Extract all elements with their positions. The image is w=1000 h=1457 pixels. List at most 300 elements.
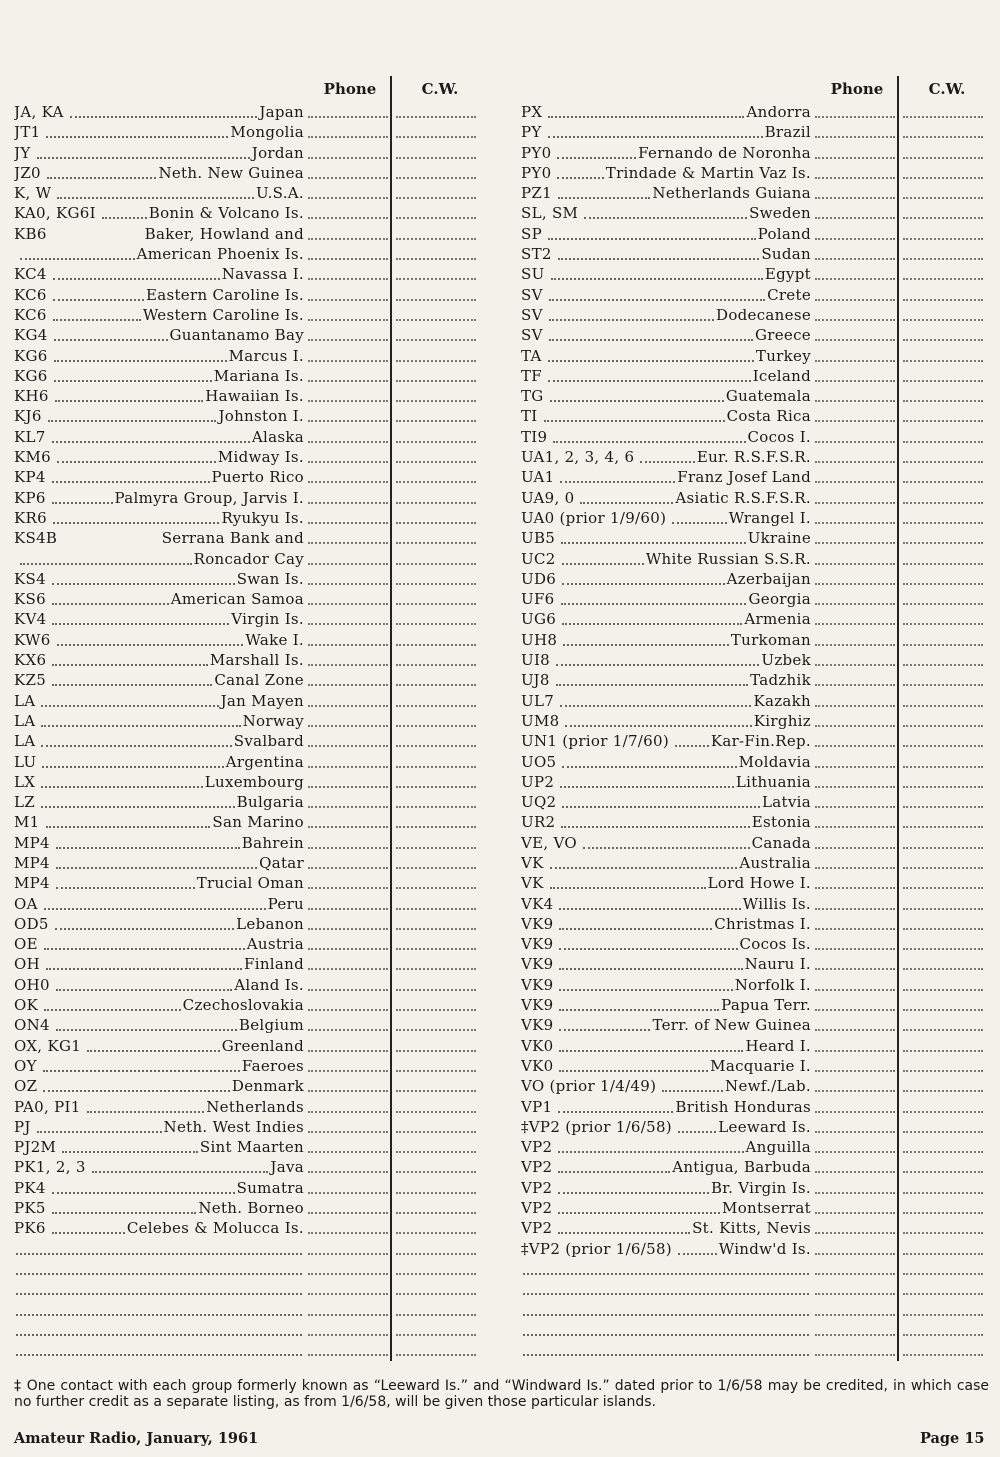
country-name: Latvia <box>762 793 811 812</box>
country-name: Virgin Is. <box>231 610 304 629</box>
country-name: Lithuania <box>735 772 811 791</box>
cw-entry-blank <box>392 1218 480 1238</box>
country-row <box>14 305 486 325</box>
country-name: Wake I. <box>245 630 304 649</box>
country-entry <box>521 833 811 853</box>
phone-entry-blank <box>811 1340 899 1360</box>
phone-entry-blank <box>304 772 392 792</box>
dot-leader <box>556 650 759 670</box>
dot-leader <box>44 934 245 954</box>
cw-entry-blank <box>392 1178 480 1198</box>
phone-entry-blank <box>304 528 392 548</box>
call-prefix: OA <box>14 894 38 913</box>
country-name: Bulgaria <box>236 793 304 812</box>
cw-entry-blank <box>392 1340 480 1360</box>
country-row <box>521 488 991 508</box>
call-prefix: OH <box>14 955 40 974</box>
country-entry <box>14 467 304 487</box>
dot-leader <box>52 488 113 508</box>
dot-leader <box>548 224 756 244</box>
phone-entry-blank <box>304 1036 392 1056</box>
call-prefix: ST2 <box>521 245 552 264</box>
country-entry <box>521 346 811 366</box>
country-row <box>521 1157 991 1177</box>
dot-leader <box>550 853 738 873</box>
country-row <box>521 143 991 163</box>
country-row <box>14 650 486 670</box>
country-row <box>14 772 486 792</box>
call-prefix: VP2 <box>521 1219 553 1238</box>
dot-leader <box>640 447 694 467</box>
country-entry <box>14 447 304 467</box>
call-prefix: OE <box>14 935 38 954</box>
cw-entry-blank <box>899 670 987 690</box>
country-name: Anguilla <box>745 1138 811 1157</box>
dot-leader <box>57 183 254 203</box>
country-name: Turkey <box>755 346 811 365</box>
country-name: Bonin & Volcano Is. <box>148 204 304 223</box>
phone-entry-blank <box>304 488 392 508</box>
cw-entry-blank <box>899 1198 987 1218</box>
cw-entry-blank <box>899 325 987 345</box>
call-prefix: PJ <box>14 1117 31 1136</box>
country-entry <box>14 285 304 305</box>
country-row <box>521 1056 991 1076</box>
country-entry <box>521 143 811 163</box>
country-entry <box>521 934 811 954</box>
country-name: Marshall Is. <box>209 651 304 670</box>
cw-entry-blank <box>899 975 987 995</box>
call-prefix: LA <box>14 732 36 751</box>
country-row <box>521 183 991 203</box>
country-row <box>14 203 486 223</box>
country-row <box>14 1076 486 1096</box>
country-name: Netherlands <box>206 1097 304 1116</box>
phone-entry-blank <box>811 1259 899 1279</box>
cw-entry-blank <box>899 244 987 264</box>
call-prefix: VK0 <box>521 1036 554 1055</box>
phone-entry-blank <box>304 833 392 853</box>
call-prefix: VP2 <box>521 1158 553 1177</box>
dot-leader <box>57 630 244 650</box>
country-row <box>14 1137 486 1157</box>
call-prefix: KC6 <box>14 285 47 304</box>
dot-leader <box>87 1097 205 1117</box>
call-prefix: JT1 <box>14 123 41 142</box>
dot-leader <box>562 549 644 569</box>
country-row <box>521 731 991 751</box>
cw-entry-blank <box>899 894 987 914</box>
country-entry <box>14 914 304 934</box>
cw-entry-blank <box>392 163 480 183</box>
cw-entry-blank <box>899 1178 987 1198</box>
country-row <box>521 954 991 974</box>
call-prefix: VP2 <box>521 1138 553 1157</box>
country-entry <box>521 447 811 467</box>
call-prefix: UF6 <box>521 590 555 609</box>
right-column <box>521 78 991 1360</box>
country-name: Armenia <box>744 610 811 629</box>
phone-entry-blank <box>811 1279 899 1299</box>
phone-entry-blank <box>811 467 899 487</box>
country-row <box>521 772 991 792</box>
cw-entry-blank <box>392 1036 480 1056</box>
country-entry <box>14 1259 304 1279</box>
call-prefix: OX, KG1 <box>14 1036 82 1055</box>
dot-leader <box>53 224 143 244</box>
country-row <box>14 406 486 426</box>
country-row <box>521 650 991 670</box>
country-entry <box>521 467 811 487</box>
country-row <box>521 406 991 426</box>
country-row <box>521 467 991 487</box>
cw-entry-blank <box>899 1056 987 1076</box>
right-column-header <box>521 78 991 102</box>
phone-entry-blank <box>811 406 899 426</box>
dot-leader <box>523 1340 809 1360</box>
phone-entry-blank <box>811 264 899 284</box>
country-entry <box>14 1117 304 1137</box>
country-name: Windw'd Is. <box>718 1239 811 1258</box>
phone-entry-blank <box>304 1076 392 1096</box>
dot-leader <box>53 264 220 284</box>
call-prefix: UR2 <box>521 813 556 832</box>
phone-entry-blank <box>304 203 392 223</box>
country-entry <box>14 346 304 366</box>
country-row <box>521 305 991 325</box>
dot-leader <box>54 325 168 345</box>
country-entry <box>521 873 811 893</box>
dot-leader <box>558 183 650 203</box>
call-prefix: KG6 <box>14 346 48 365</box>
country-entry <box>14 975 304 995</box>
cw-entry-blank <box>392 1015 480 1035</box>
country-row <box>521 691 991 711</box>
dot-leader <box>559 894 740 914</box>
country-entry <box>14 163 304 183</box>
cw-entry-blank <box>899 1076 987 1096</box>
country-row <box>14 264 486 284</box>
footer-publication: Amateur Radio, January, 1961 <box>14 1430 259 1447</box>
country-row <box>14 1157 486 1177</box>
cw-entry-blank <box>899 995 987 1015</box>
cw-entry-blank <box>392 406 480 426</box>
cw-entry-blank <box>899 467 987 487</box>
cw-entry-blank <box>899 183 987 203</box>
phone-entry-blank <box>811 1056 899 1076</box>
phone-entry-blank <box>304 1340 392 1360</box>
country-name: Qatar <box>259 853 304 872</box>
phone-entry-blank <box>304 1056 392 1076</box>
country-name: Puerto Rico <box>211 468 304 487</box>
call-prefix: KJ6 <box>14 407 42 426</box>
phone-entry-blank <box>811 670 899 690</box>
call-prefix: VK9 <box>521 996 554 1015</box>
country-name: Argentina <box>225 752 304 771</box>
call-prefix: UB5 <box>521 529 556 548</box>
dot-leader <box>54 346 227 366</box>
call-prefix: LZ <box>14 793 35 812</box>
country-row <box>521 427 991 447</box>
country-entry <box>521 691 811 711</box>
country-entry <box>521 812 811 832</box>
call-prefix: UA1 <box>521 468 555 487</box>
cw-entry-blank <box>899 1340 987 1360</box>
country-entry <box>14 873 304 893</box>
cw-entry-blank <box>899 386 987 406</box>
cw-entry-blank <box>899 163 987 183</box>
country-entry <box>14 102 304 122</box>
call-prefix: UA1, 2, 3, 4, 6 <box>521 448 635 467</box>
dot-leader <box>48 406 217 426</box>
cw-entry-blank <box>899 853 987 873</box>
call-prefix: VK9 <box>521 955 554 974</box>
call-prefix: PY <box>521 123 542 142</box>
country-row <box>14 102 486 122</box>
dot-leader <box>16 1320 302 1340</box>
country-row <box>14 975 486 995</box>
dot-leader <box>549 305 714 325</box>
country-name: Japan <box>259 103 304 121</box>
country-entry <box>521 102 811 122</box>
country-entry <box>521 1056 811 1076</box>
country-name: Tadzhik <box>750 671 811 690</box>
country-entry <box>521 589 811 609</box>
call-prefix: KR6 <box>14 508 47 527</box>
country-entry <box>521 731 811 751</box>
phone-entry-blank <box>811 386 899 406</box>
cw-entry-blank <box>392 203 480 223</box>
call-prefix: UI8 <box>521 651 551 670</box>
call-prefix: VK0 <box>521 1056 554 1075</box>
dot-leader <box>560 691 751 711</box>
country-name: Guantanamo Bay <box>169 326 304 345</box>
country-entry <box>521 711 811 731</box>
country-name: Lebanon <box>236 914 304 933</box>
country-name: Uzbek <box>761 651 811 670</box>
country-row <box>14 224 486 244</box>
country-name: Norfolk I. <box>734 975 811 994</box>
cw-entry-blank <box>392 1239 480 1259</box>
phone-entry-blank <box>304 143 392 163</box>
cw-entry-blank <box>392 812 480 832</box>
dot-leader <box>672 508 726 528</box>
country-name: Eastern Caroline Is. <box>145 285 304 304</box>
country-name: Sint Maarten <box>199 1138 304 1157</box>
country-entry <box>521 752 811 772</box>
country-name: Mongolia <box>230 123 304 142</box>
cw-entry-blank <box>899 1117 987 1137</box>
country-name: Sumatra <box>236 1178 304 1197</box>
phone-entry-blank <box>304 508 392 528</box>
call-prefix: KV4 <box>14 610 47 629</box>
country-row <box>14 873 486 893</box>
phone-entry-blank <box>811 853 899 873</box>
country-row <box>521 792 991 812</box>
call-prefix: TA <box>521 346 542 365</box>
left-column-header <box>14 78 486 102</box>
call-prefix: JZ0 <box>14 163 41 182</box>
cw-entry-blank <box>899 143 987 163</box>
phone-entry-blank <box>811 731 899 751</box>
call-prefix: K, W <box>14 184 52 203</box>
country-entry <box>14 711 304 731</box>
dot-leader <box>46 954 242 974</box>
phone-entry-blank <box>304 102 392 122</box>
dot-leader <box>548 366 751 386</box>
cw-entry-blank <box>899 1218 987 1238</box>
phone-entry-blank <box>811 325 899 345</box>
country-entry <box>14 224 304 244</box>
dot-leader <box>558 1218 690 1238</box>
cw-entry-blank <box>899 1239 987 1259</box>
phone-entry-blank <box>811 752 899 772</box>
phone-entry-blank <box>304 1097 392 1117</box>
left-column <box>14 78 486 1360</box>
cw-entry-blank <box>899 630 987 650</box>
country-name: Franz Josef Land <box>677 468 811 487</box>
dot-leader <box>56 1015 237 1035</box>
country-entry <box>14 691 304 711</box>
country-name: Australia <box>739 853 811 872</box>
cw-entry-blank <box>899 1137 987 1157</box>
country-name: Trucial Oman <box>196 874 304 893</box>
dot-leader <box>53 285 144 305</box>
call-prefix: UD6 <box>521 569 557 588</box>
dot-leader <box>52 589 169 609</box>
country-entry <box>521 406 811 426</box>
country-entry <box>14 853 304 873</box>
call-prefix: VK9 <box>521 935 554 954</box>
country-row <box>521 508 991 528</box>
cw-entry-blank <box>392 569 480 589</box>
cw-entry-blank <box>392 264 480 284</box>
country-row <box>14 853 486 873</box>
phone-entry-blank <box>811 1015 899 1035</box>
call-prefix: OZ <box>14 1077 38 1096</box>
country-row <box>14 488 486 508</box>
call-prefix: SP <box>521 224 542 243</box>
call-prefix: PY0 <box>521 163 552 182</box>
country-entry <box>14 244 304 264</box>
country-name: Finland <box>244 955 304 974</box>
country-name: Heard I. <box>745 1036 811 1055</box>
country-row <box>521 203 991 223</box>
phone-entry-blank <box>811 1320 899 1340</box>
country-entry <box>521 1320 811 1340</box>
country-row <box>521 1239 991 1259</box>
country-row <box>14 285 486 305</box>
country-entry <box>14 1076 304 1096</box>
phone-entry-blank <box>811 1076 899 1096</box>
country-row <box>521 914 991 934</box>
country-entry <box>14 1320 304 1340</box>
country-row <box>521 1036 991 1056</box>
cw-entry-blank <box>899 508 987 528</box>
phone-entry-blank <box>811 528 899 548</box>
country-row <box>14 954 486 974</box>
country-name: Dodecanese <box>716 305 811 324</box>
dot-leader <box>558 1137 743 1157</box>
phone-entry-blank <box>811 954 899 974</box>
dot-leader <box>558 1198 720 1218</box>
country-row <box>14 995 486 1015</box>
country-entry <box>14 1056 304 1076</box>
cw-entry-blank <box>899 549 987 569</box>
cw-entry-blank <box>899 1320 987 1340</box>
country-row <box>14 549 486 569</box>
phone-entry-blank <box>304 366 392 386</box>
dot-leader <box>102 203 147 223</box>
cw-entry-blank <box>392 752 480 772</box>
dot-leader <box>16 1239 302 1259</box>
call-prefix: UH8 <box>521 630 558 649</box>
dot-leader <box>37 1117 162 1137</box>
phone-entry-blank <box>304 1239 392 1259</box>
country-entry <box>521 285 811 305</box>
call-prefix: UO5 <box>521 752 557 771</box>
country-name: Neth. West Indies <box>163 1117 304 1136</box>
cw-entry-blank <box>899 102 987 122</box>
call-prefix: VE, VO <box>521 833 577 852</box>
country-name: Poland <box>757 224 811 243</box>
phone-entry-blank <box>304 569 392 589</box>
call-prefix: PX <box>521 103 543 121</box>
phone-entry-blank <box>811 1036 899 1056</box>
country-entry <box>14 406 304 426</box>
phone-entry-blank <box>811 691 899 711</box>
country-row <box>521 833 991 853</box>
call-prefix: OD5 <box>14 914 49 933</box>
country-entry <box>14 305 304 325</box>
country-entry <box>521 366 811 386</box>
cw-entry-blank <box>899 1036 987 1056</box>
phone-entry-blank <box>304 325 392 345</box>
country-name: U.S.A. <box>256 184 304 203</box>
call-prefix: TI <box>521 407 538 426</box>
call-prefix: UG6 <box>521 610 557 629</box>
country-row <box>521 244 991 264</box>
country-name: Ukraine <box>747 529 811 548</box>
dot-leader <box>553 427 745 447</box>
country-name: Luxembourg <box>204 772 304 791</box>
call-prefix: SV <box>521 285 543 304</box>
cw-entry-blank <box>392 833 480 853</box>
country-entry <box>521 1218 811 1238</box>
country-entry <box>521 244 811 264</box>
country-row <box>14 589 486 609</box>
country-entry <box>521 325 811 345</box>
country-row <box>521 264 991 284</box>
call-prefix: KZ5 <box>14 671 47 690</box>
country-row <box>14 467 486 487</box>
dot-leader <box>56 873 195 893</box>
dot-leader <box>562 609 742 629</box>
phone-entry-blank <box>811 488 899 508</box>
country-entry <box>521 1036 811 1056</box>
country-row <box>521 711 991 731</box>
country-entry <box>14 934 304 954</box>
dot-leader <box>44 995 181 1015</box>
dot-leader <box>20 244 135 264</box>
cw-entry-blank <box>899 873 987 893</box>
dot-leader <box>548 346 754 366</box>
cw-entry-blank <box>392 1117 480 1137</box>
call-prefix: UM8 <box>521 711 560 730</box>
country-entry <box>521 630 811 650</box>
cw-entry-blank <box>392 386 480 406</box>
country-name: Celebes & Molucca Is. <box>126 1219 304 1238</box>
